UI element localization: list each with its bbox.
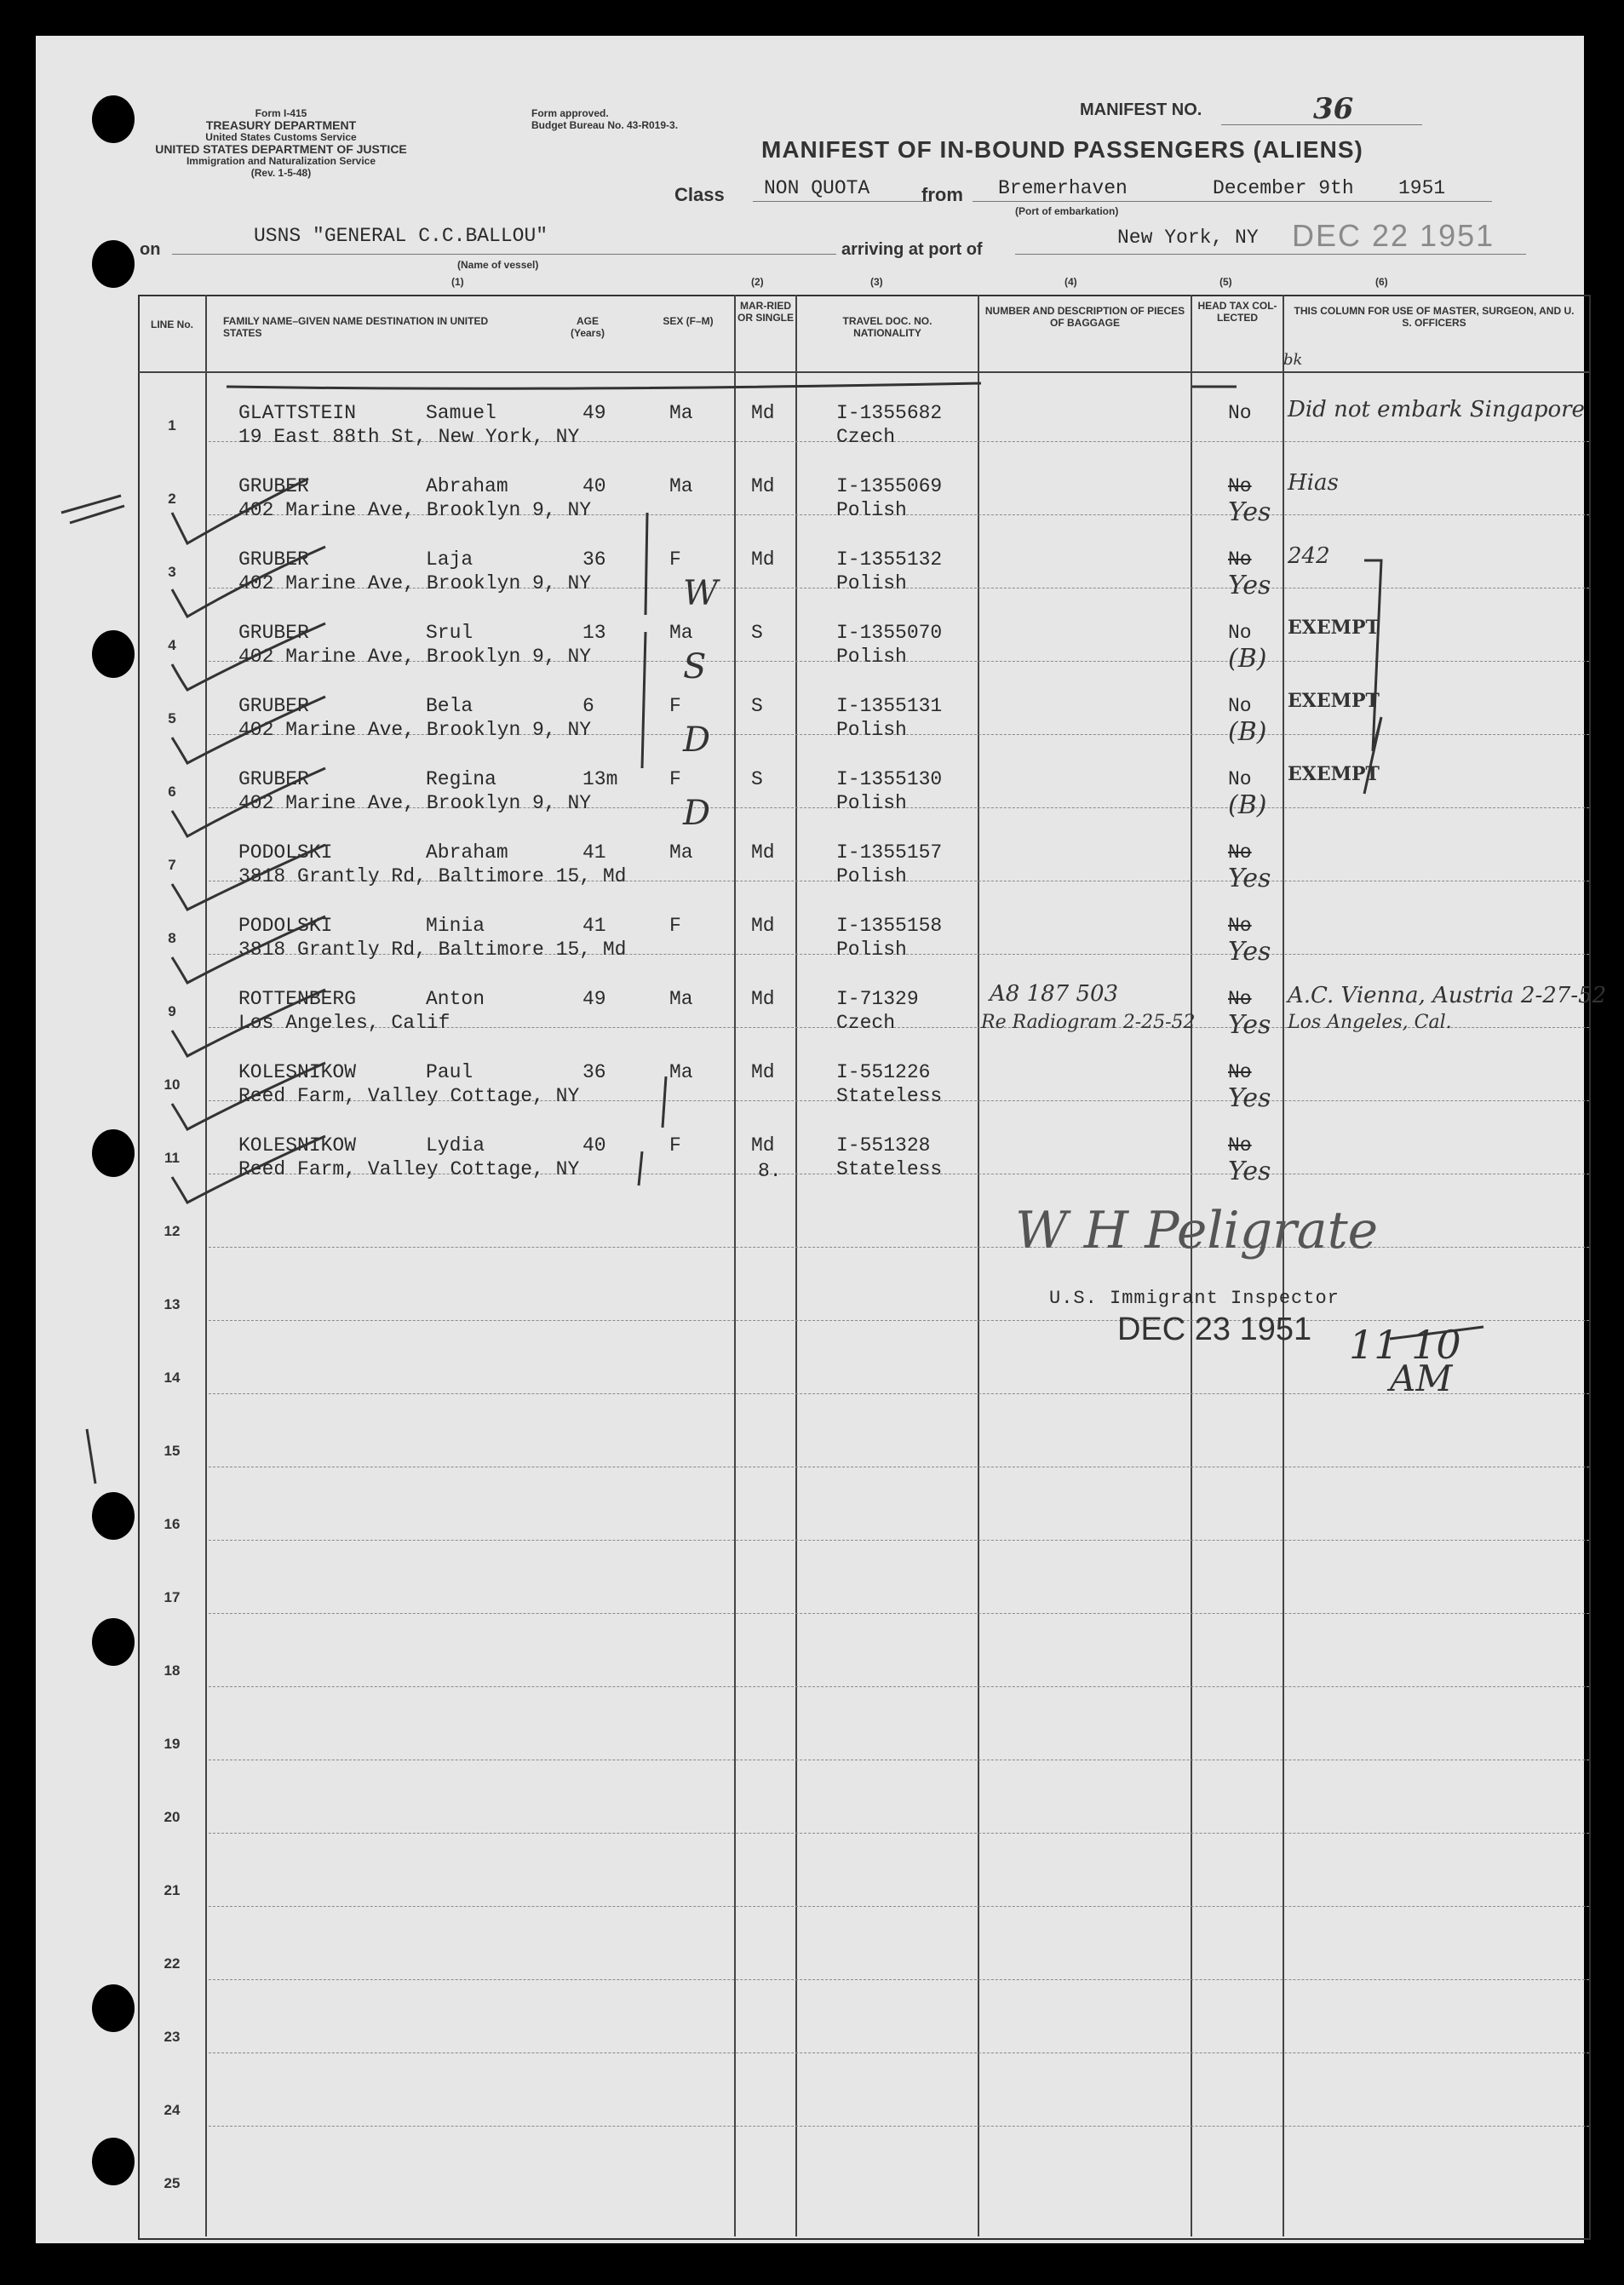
customs-label: United States Customs Service bbox=[205, 131, 357, 143]
passenger-head-tax-hand: Yes bbox=[1228, 864, 1271, 893]
inspection-time: 11 10 bbox=[1349, 1322, 1461, 1368]
passenger-head-tax-hand: (B) bbox=[1228, 717, 1267, 747]
passenger-sex: F bbox=[669, 1134, 681, 1157]
passenger-head-tax: No bbox=[1228, 915, 1252, 937]
passenger-travel-doc: I-1355682 bbox=[836, 402, 943, 424]
immigration-label: Immigration and Naturalization Service bbox=[186, 155, 376, 167]
line-number: 3 bbox=[168, 564, 176, 580]
passenger-travel-doc: I-1355069 bbox=[836, 475, 943, 497]
col-header-age: AGE (Years) bbox=[570, 315, 605, 339]
passenger-sex: F bbox=[669, 695, 681, 717]
passenger-sex-hand: S bbox=[683, 647, 707, 686]
passenger-family-name: GRUBER bbox=[238, 548, 309, 571]
passenger-age: 13 bbox=[582, 622, 606, 644]
passenger-destination: 3818 Grantly Rd, Baltimore 15, Md bbox=[238, 939, 627, 961]
passenger-destination: 402 Marine Ave, Brooklyn 9, NY bbox=[238, 499, 592, 521]
passenger-given-name: Samuel bbox=[426, 402, 496, 424]
line-number: 1 bbox=[168, 417, 176, 433]
passenger-head-tax-hand: Yes bbox=[1228, 937, 1271, 967]
col-header-travel: TRAVEL DOC. NO. NATIONALITY bbox=[842, 315, 933, 339]
passenger-age: 49 bbox=[582, 988, 606, 1010]
departure-year: 1951 bbox=[1398, 177, 1446, 199]
passenger-officer-note: EXEMPT bbox=[1288, 690, 1380, 712]
passenger-officer-note: EXEMPT bbox=[1288, 763, 1380, 785]
vessel-note: (Name of vessel) bbox=[457, 259, 539, 271]
form-approved: Form approved. bbox=[531, 107, 609, 119]
passenger-marital: Md bbox=[751, 475, 775, 497]
line-number: 16 bbox=[164, 1516, 181, 1532]
punch-hole bbox=[92, 1129, 135, 1177]
passenger-head-tax-hand: Yes bbox=[1228, 1010, 1271, 1040]
row-separator bbox=[209, 1247, 1589, 1248]
line-number: 24 bbox=[164, 2102, 181, 2118]
passenger-marital: Md bbox=[751, 988, 775, 1010]
col-divider bbox=[978, 295, 979, 2236]
passenger-travel-doc: I-551226 bbox=[836, 1061, 931, 1083]
passenger-age: 40 bbox=[582, 1134, 606, 1157]
line-number: 6 bbox=[168, 784, 176, 800]
line-number: 19 bbox=[164, 1736, 181, 1752]
arrival-port: New York, NY bbox=[1117, 227, 1259, 249]
passenger-destination: Los Angeles, Calif bbox=[238, 1012, 450, 1034]
col-divider bbox=[734, 295, 736, 2236]
line-number: 23 bbox=[164, 2029, 181, 2045]
passenger-given-name: Bela bbox=[426, 695, 473, 717]
passenger-marital: Md bbox=[751, 1134, 775, 1157]
passenger-marital: S bbox=[751, 622, 763, 644]
form-agency-block bbox=[136, 107, 426, 179]
line-number: 11 bbox=[164, 1150, 180, 1166]
passenger-destination: 3818 Grantly Rd, Baltimore 15, Md bbox=[238, 865, 627, 887]
passenger-marital: Md bbox=[751, 402, 775, 424]
embarkation-port: Bremerhaven bbox=[998, 177, 1128, 199]
passenger-family-name: GRUBER bbox=[238, 475, 309, 497]
class-label: Class bbox=[674, 184, 725, 205]
passenger-sex: Ma bbox=[669, 622, 693, 644]
passenger-baggage: A8 187 503 bbox=[990, 981, 1119, 1007]
row-separator bbox=[209, 1393, 1589, 1394]
col-header-married: MAR-RIED OR SINGLE bbox=[737, 300, 794, 324]
approval-block bbox=[531, 107, 678, 131]
passenger-given-name: Minia bbox=[426, 915, 485, 937]
arrival-line bbox=[1015, 254, 1526, 255]
passenger-family-name: GLATTSTEIN bbox=[238, 402, 357, 424]
from-label: from bbox=[921, 184, 963, 205]
row-separator bbox=[209, 1613, 1589, 1614]
inspection-ampm: AM bbox=[1390, 1358, 1453, 1399]
inspection-date-stamp: DEC 23 1951 bbox=[1117, 1312, 1312, 1347]
passenger-family-name: GRUBER bbox=[238, 768, 309, 790]
manifest-no-label: MANIFEST NO. bbox=[1080, 100, 1202, 119]
col-divider bbox=[205, 295, 207, 2236]
row-separator bbox=[209, 1906, 1589, 1907]
row-separator bbox=[209, 1686, 1589, 1687]
vessel-name: USNS "GENERAL C.C.BALLOU" bbox=[254, 225, 548, 247]
departure-date: December 9th bbox=[1213, 177, 1354, 199]
passenger-officer-note-2: Los Angeles, Cal. bbox=[1288, 1012, 1452, 1033]
passenger-nationality: Polish bbox=[836, 865, 907, 887]
line-number: 25 bbox=[164, 2175, 181, 2191]
col-num-1: (1) bbox=[451, 276, 464, 288]
manifest-page bbox=[36, 36, 1607, 2243]
col-header-sex: SEX (F–M) bbox=[663, 315, 714, 327]
passenger-officer-note: 242 bbox=[1288, 543, 1330, 569]
passenger-nationality: Polish bbox=[836, 572, 907, 594]
col-header-name: FAMILY NAME–GIVEN NAME DESTINATION IN UNITED STATES bbox=[223, 315, 489, 339]
punch-hole bbox=[92, 630, 135, 678]
passenger-age: 41 bbox=[582, 841, 606, 864]
col-header-officers: THIS COLUMN FOR USE OF MASTER, SURGEON, AND U. S. OFFICERS bbox=[1294, 305, 1575, 329]
passenger-nationality: Polish bbox=[836, 719, 907, 741]
passenger-travel-doc: I-1355130 bbox=[836, 768, 943, 790]
passenger-head-tax: No bbox=[1228, 768, 1252, 790]
passenger-head-tax-hand: (B) bbox=[1228, 644, 1267, 674]
passenger-age: 13m bbox=[582, 768, 618, 790]
inspector-signature: W H Peligrate bbox=[1015, 1201, 1379, 1260]
line-number: 2 bbox=[168, 491, 176, 507]
passenger-age: 40 bbox=[582, 475, 606, 497]
class-value: NON QUOTA bbox=[764, 177, 870, 199]
passenger-family-name: PODOLSKI bbox=[238, 841, 333, 864]
line-number: 18 bbox=[164, 1662, 181, 1679]
passenger-officer-note: Hias bbox=[1288, 470, 1339, 496]
col-num-5: (5) bbox=[1219, 276, 1232, 288]
revision-label: (Rev. 1-5-48) bbox=[250, 167, 312, 179]
line-number: 20 bbox=[164, 1809, 181, 1825]
justice-label: UNITED STATES DEPARTMENT OF JUSTICE bbox=[155, 142, 407, 156]
passenger-sex: F bbox=[669, 768, 681, 790]
passenger-travel-doc: I-71329 bbox=[836, 988, 919, 1010]
passenger-officer-note: A.C. Vienna, Austria 2-27-52 bbox=[1288, 983, 1607, 1008]
passenger-sex: Ma bbox=[669, 1061, 693, 1083]
officers-mark: bk bbox=[1283, 351, 1303, 369]
punch-hole bbox=[92, 1618, 135, 1666]
col-num-6: (6) bbox=[1375, 276, 1388, 288]
passenger-nationality: Czech bbox=[836, 1012, 896, 1034]
passenger-given-name: Anton bbox=[426, 988, 485, 1010]
passenger-nationality: Stateless bbox=[836, 1085, 943, 1107]
passenger-head-tax-hand: Yes bbox=[1228, 497, 1271, 527]
passenger-age: 6 bbox=[582, 695, 594, 717]
on-label: on bbox=[140, 240, 161, 259]
row-separator bbox=[209, 1833, 1589, 1834]
passenger-destination: 402 Marine Ave, Brooklyn 9, NY bbox=[238, 792, 592, 814]
passenger-travel-doc: I-1355158 bbox=[836, 915, 943, 937]
passenger-travel-doc: I-1355132 bbox=[836, 548, 943, 571]
passenger-given-name: Srul bbox=[426, 622, 473, 644]
passenger-sex-hand: D bbox=[683, 794, 711, 833]
passenger-nationality: Stateless bbox=[836, 1158, 943, 1180]
line-number: 14 bbox=[164, 1369, 181, 1386]
passenger-officer-note: Did not embark Singapore bbox=[1288, 397, 1585, 422]
col-header-baggage: NUMBER AND DESCRIPTION OF PIECES OF BAGGAGE bbox=[984, 305, 1185, 329]
col-divider bbox=[1191, 295, 1192, 2236]
passenger-travel-doc: I-551328 bbox=[836, 1134, 931, 1157]
col-divider bbox=[1283, 295, 1284, 2236]
passenger-marital: Md bbox=[751, 548, 775, 571]
passenger-destination: 402 Marine Ave, Brooklyn 9, NY bbox=[238, 646, 592, 668]
passenger-age: 36 bbox=[582, 1061, 606, 1083]
passenger-sex-hand: W bbox=[683, 574, 719, 613]
line-number: 22 bbox=[164, 1955, 181, 1972]
passenger-head-tax-hand: (B) bbox=[1228, 790, 1267, 820]
passenger-family-name: PODOLSKI bbox=[238, 915, 333, 937]
passenger-head-tax-hand: Yes bbox=[1228, 571, 1271, 600]
inspector-title: U.S. Immigrant Inspector bbox=[1049, 1288, 1340, 1309]
passenger-family-name: KOLESNIKOW bbox=[238, 1061, 357, 1083]
passenger-destination: 402 Marine Ave, Brooklyn 9, NY bbox=[238, 572, 592, 594]
row-separator bbox=[209, 1540, 1589, 1541]
passenger-head-tax-hand: Yes bbox=[1228, 1157, 1271, 1186]
header-divider bbox=[138, 371, 1589, 373]
line-number: 7 bbox=[168, 857, 176, 873]
passenger-marital: Md bbox=[751, 915, 775, 937]
punch-hole bbox=[92, 95, 135, 143]
passenger-head-tax: No bbox=[1228, 475, 1252, 497]
passenger-nationality: Polish bbox=[836, 939, 907, 961]
passenger-marital: Md bbox=[751, 841, 775, 864]
row-separator bbox=[209, 2052, 1589, 2053]
passenger-age: 36 bbox=[582, 548, 606, 571]
passenger-sex: F bbox=[669, 915, 681, 937]
passenger-sex: F bbox=[669, 548, 681, 571]
passenger-given-name: Laja bbox=[426, 548, 473, 571]
form-number: Form I-415 bbox=[255, 107, 307, 119]
arrival-date-stamp: DEC 22 1951 bbox=[1292, 218, 1495, 253]
passenger-destination: 19 East 88th St, New York, NY bbox=[238, 426, 580, 448]
col-num-4: (4) bbox=[1064, 276, 1077, 288]
passenger-sex: Ma bbox=[669, 988, 693, 1010]
passenger-nationality: Polish bbox=[836, 646, 907, 668]
punch-hole bbox=[92, 2138, 135, 2185]
passenger-officer-note: EXEMPT bbox=[1288, 617, 1380, 639]
passenger-travel-doc: I-1355131 bbox=[836, 695, 943, 717]
punch-hole bbox=[92, 1984, 135, 2032]
col-header-tax: HEAD TAX COL-LECTED bbox=[1197, 300, 1277, 324]
passenger-marital: Md bbox=[751, 1061, 775, 1083]
passenger-sex: Ma bbox=[669, 841, 693, 864]
passenger-destination: Reed Farm, Valley Cottage, NY bbox=[238, 1085, 580, 1107]
passenger-marital-note: 8. bbox=[758, 1160, 782, 1182]
passenger-age: 41 bbox=[582, 915, 606, 937]
passenger-head-tax-hand: Yes bbox=[1228, 1083, 1271, 1113]
line-number: 12 bbox=[164, 1223, 181, 1239]
port-embarkation-note: (Port of embarkation) bbox=[1015, 205, 1119, 217]
passenger-family-name: GRUBER bbox=[238, 695, 309, 717]
passenger-head-tax: No bbox=[1228, 1134, 1252, 1157]
col-num-3: (3) bbox=[870, 276, 883, 288]
from-line bbox=[973, 201, 1492, 202]
class-line bbox=[753, 201, 932, 202]
line-number: 10 bbox=[164, 1076, 181, 1093]
passenger-family-name: GRUBER bbox=[238, 622, 309, 644]
passenger-destination: Reed Farm, Valley Cottage, NY bbox=[238, 1158, 580, 1180]
passenger-nationality: Polish bbox=[836, 499, 907, 521]
passenger-given-name: Lydia bbox=[426, 1134, 485, 1157]
passenger-given-name: Paul bbox=[426, 1061, 473, 1083]
passenger-given-name: Abraham bbox=[426, 841, 508, 864]
budget-bureau: Budget Bureau No. 43-R019-3. bbox=[531, 119, 679, 131]
passenger-sex: Ma bbox=[669, 475, 693, 497]
passenger-nationality: Czech bbox=[836, 426, 896, 448]
treasury-label: TREASURY DEPARTMENT bbox=[205, 118, 357, 132]
line-number: 17 bbox=[164, 1589, 181, 1605]
vessel-line bbox=[172, 254, 836, 255]
line-number: 5 bbox=[168, 710, 176, 726]
passenger-sex-hand: D bbox=[683, 721, 711, 760]
row-separator bbox=[209, 2126, 1589, 2127]
passenger-travel-doc: I-1355157 bbox=[836, 841, 943, 864]
manifest-title: MANIFEST OF IN-BOUND PASSENGERS (ALIENS) bbox=[761, 136, 1363, 163]
line-number: 9 bbox=[168, 1003, 176, 1019]
line-number: 21 bbox=[164, 1882, 181, 1898]
line-number: 13 bbox=[164, 1296, 181, 1312]
arriving-label: arriving at port of bbox=[841, 240, 983, 259]
passenger-head-tax: No bbox=[1228, 402, 1252, 424]
passenger-family-name: KOLESNIKOW bbox=[238, 1134, 357, 1157]
passenger-destination: 402 Marine Ave, Brooklyn 9, NY bbox=[238, 719, 592, 741]
passenger-travel-doc: I-1355070 bbox=[836, 622, 943, 644]
col-num-2: (2) bbox=[751, 276, 764, 288]
passenger-head-tax: No bbox=[1228, 622, 1252, 644]
passenger-given-name: Regina bbox=[426, 768, 496, 790]
passenger-sex: Ma bbox=[669, 402, 693, 424]
passenger-nationality: Polish bbox=[836, 792, 907, 814]
passenger-head-tax: No bbox=[1228, 988, 1252, 1010]
passenger-marital: S bbox=[751, 768, 763, 790]
line-number: 4 bbox=[168, 637, 176, 653]
passenger-baggage-note: Re Radiogram 2-25-52 bbox=[981, 1012, 1196, 1033]
row-separator bbox=[209, 1320, 1589, 1321]
col-divider bbox=[795, 295, 797, 2236]
col-header-line: LINE No. bbox=[151, 319, 193, 330]
passenger-head-tax: No bbox=[1228, 695, 1252, 717]
row-separator bbox=[209, 1979, 1589, 1980]
line-number: 15 bbox=[164, 1443, 181, 1459]
passenger-marital: S bbox=[751, 695, 763, 717]
passenger-age: 49 bbox=[582, 402, 606, 424]
passenger-family-name: ROTTENBERG bbox=[238, 988, 357, 1010]
passenger-head-tax: No bbox=[1228, 841, 1252, 864]
line-number: 8 bbox=[168, 930, 176, 946]
passenger-head-tax: No bbox=[1228, 1061, 1252, 1083]
punch-hole bbox=[92, 1492, 135, 1540]
passenger-head-tax: No bbox=[1228, 548, 1252, 571]
manifest-no-value: 36 bbox=[1313, 92, 1354, 126]
punch-hole bbox=[92, 240, 135, 288]
passenger-given-name: Abraham bbox=[426, 475, 508, 497]
